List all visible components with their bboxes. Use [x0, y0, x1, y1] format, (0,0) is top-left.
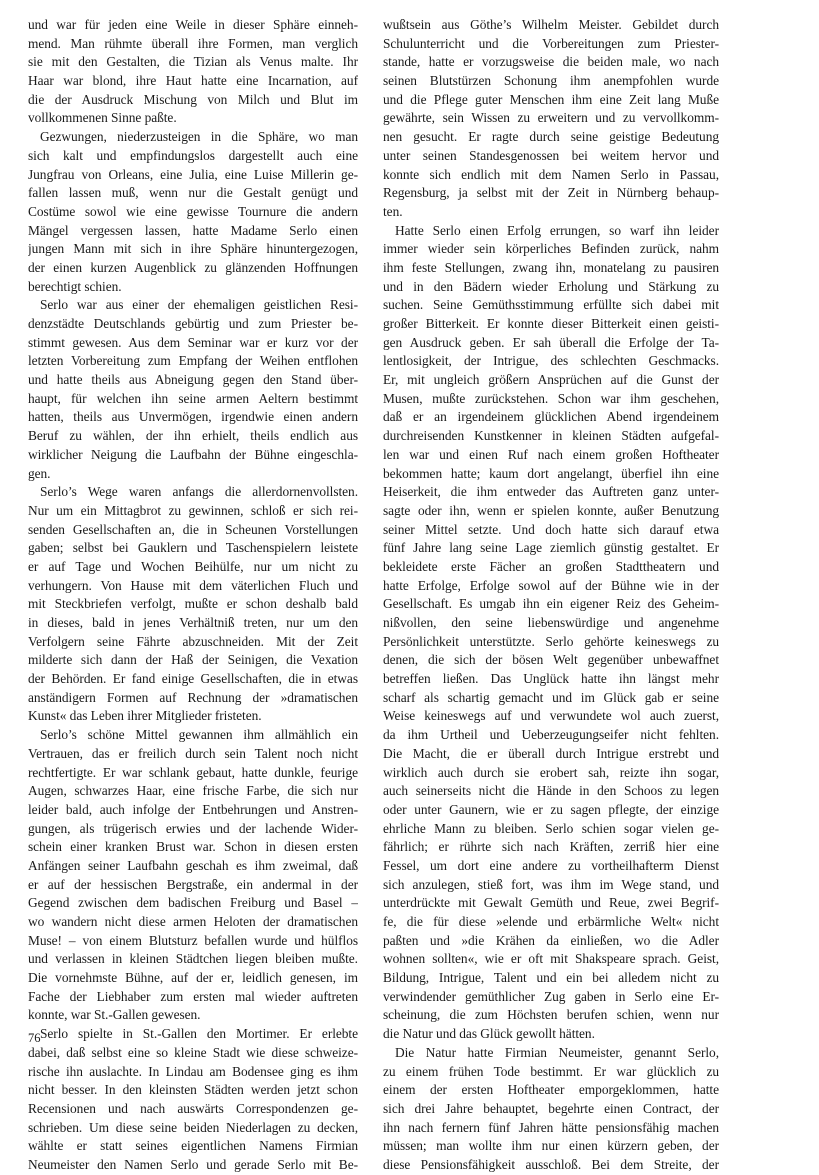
text-line: Muse! – von einem Blutsturz befallen wurde und hülflos — [28, 932, 358, 948]
text-line: Fache der Liebhaber zum ersten mal wieder auftreten — [28, 988, 358, 1004]
text-line: Gezwungen, niederzusteigen in die Sphäre, wo man — [40, 129, 358, 145]
paragraph — [28, 1025, 358, 1175]
text-line: Serlo spielte in St.-Gallen den Mortimer. Er erlebte — [40, 1026, 358, 1042]
text-line: leider bald, auch infolge der Entbehrungen und Anstren- — [28, 801, 358, 817]
text-line: verwindender gemüthlicher Zug gaben in Serlo eine Er- — [383, 988, 719, 1004]
text-line: len war und einen Ruf nach einem großen Hoftheater — [383, 446, 719, 462]
text-line: sagte oder ihn, wenn er spielen konnte, außer Benutzung — [383, 502, 719, 518]
text-line: lentlosigkeit, der Intrigue, des schlechten Geschmacks. — [383, 353, 719, 369]
text-line: fe, die für diese »elende und erbärmliche Welt« nicht — [383, 914, 719, 929]
text-line: großer Bitterkeit. Er konnte dieser Bitterkeit einen geisti- — [383, 316, 719, 331]
text-line: Haar war blond, ihre Haut hatte eine Incarnation, auf — [28, 73, 358, 89]
text-line: durchreisenden Kunstkenner in kleinen Städten aufgefal- — [383, 428, 719, 444]
text-line: dabei, daß selbst eine so kleine Stadt wie diese schweize- — [28, 1044, 358, 1060]
text-line: auch seinerseits nicht die Hände in den Schoos zu legen — [383, 783, 719, 799]
text-line: letzten Vorbereitung zum Empfang der Weihen entflohen — [28, 353, 358, 369]
text-line: Vertrauen, das er freilich durch sein Talent noch nicht — [28, 745, 358, 761]
text-line: die der Ausdruck Mischung von Milch und Blut im — [28, 91, 358, 107]
text-line: Er, mit ungleich größern Ansprüchen auf die Gunst der — [383, 372, 719, 388]
text-line: bekommen hatte; kaum dort angelangt, überfiel ihn eine — [383, 465, 719, 481]
text-line: rische ihn auslachte. In Lindau am Bodensee ging es ihm — [28, 1063, 358, 1079]
text-line: mit Steckbriefen verfolgt, mußte er schon deshalb bald — [28, 596, 358, 612]
text-line: stande, hatte er vorzugsweise die beiden male, wo nach — [383, 54, 719, 70]
text-line: schrieben. Um diese seine beiden Niederlagen zu decken, — [28, 1119, 358, 1135]
text-line: Die Natur hatte Firmian Neumeister, genannt Serlo, — [395, 1044, 719, 1060]
text-line: und verlassen in kleinen Städtchen liegen bleiben mußte. — [28, 951, 358, 967]
text-line: wählte er statt seines eigentlichen Namens Firmian — [28, 1138, 358, 1154]
text-line: nicht besser. In den kleinsten Städten werden jetzt schon — [28, 1082, 358, 1098]
paragraph — [383, 1044, 719, 1175]
book-page — [28, 16, 796, 1172]
text-line: nen gesucht. Er ragte durch seine geistige Bedeutung — [383, 129, 719, 145]
text-line: vollkommenen Sinne paßte. — [28, 110, 177, 126]
text-line: Verfolgern seine Fährte abzuschneiden. Mit der Zeit — [28, 633, 358, 649]
text-line: berechtigt schien. — [28, 278, 122, 294]
text-line: müssen; man wollte ihm nur einen kürzern geben, der — [383, 1138, 719, 1154]
text-line: Serlo’s schöne Mittel gewannen ihm allmählich ein — [40, 727, 358, 743]
text-line: nißvollen, den seine liebenswürdige und angenehme — [383, 615, 719, 630]
text-line: fünf Jahre lang seine Lage ziemlich günstig gestaltet. Er — [383, 540, 719, 556]
text-line: sie mit den Gestalten, die Tizian als Venus malte. Ihr — [28, 54, 358, 70]
text-line: denen, die sich der bösen Welt gegenüber unbewaffnet — [383, 652, 719, 668]
text-line: seiner Mittel setzte. Und doch hatte sich darauf etwa — [383, 521, 719, 537]
text-line: ihm feste Stellungen, zwang ihn, monatelang zu pausiren — [383, 259, 719, 275]
text-line: denzstädte Deutschlands gebürtig und zum Priester be- — [28, 316, 358, 331]
text-line: Schulunterricht und die Vorbereitungen zum Priester- — [383, 35, 719, 51]
text-line: in dieses, bald in jenes Verhältniß treten, nur um den — [28, 615, 358, 630]
text-line: wußtsein aus Göthe’s Wilhelm Meister. Gebildet durch — [383, 17, 719, 32]
text-line: seinen Blutstürzen Schonung ihm anempfohlen wurde — [383, 73, 719, 89]
text-line: ten. — [383, 203, 403, 219]
text-line: Jungfrau von Orleans, eine Julia, eine Luise Millerin ge- — [28, 166, 358, 182]
text-line: gaben; selbst bei Gauklern und Taschenspielern leistete — [28, 540, 358, 556]
paragraph — [383, 16, 719, 222]
text-line: unterdrückte mit Gewalt Gemüth und Reue, zwei Begrif- — [383, 895, 719, 911]
text-line: gen Ausdruck geben. Er sah überall die Erfolge der Ta- — [383, 334, 719, 350]
text-line: fallen lassen muß, wenn nur die Gestalt genügt und — [28, 185, 358, 201]
text-line: milderte sich dann der Haß der Seinigen, die Vexation — [28, 652, 358, 668]
text-line: konnte, war St.-Gallen gewesen. — [28, 1007, 201, 1023]
text-line: Augen, schwarzes Haar, eine frische Farbe, die sich nur — [28, 783, 358, 799]
text-line: bekleidete erste Fächer an großen Stadttheatern und — [383, 558, 719, 574]
text-line: die Natur und das Glück gewollt hätten. — [383, 1026, 595, 1042]
text-line: hatte Erfolge, Erfolge sowol auf der Bühne wie in der — [383, 577, 719, 593]
text-line: Costüme sowol wie eine gewisse Tournure die andern — [28, 203, 358, 219]
text-line: suchen. Seine Gemüthsstimmung erfüllte sich dabei mit — [383, 297, 719, 313]
text-line: wo wandern nicht diese armen Heloten der dramatischen — [28, 914, 358, 929]
text-line: Gegend zwischen dem badischen Freiburg und Basel – — [28, 895, 358, 911]
text-line: sich drei Jahre behauptet, begehrte einen Contract, der — [383, 1100, 719, 1116]
text-line: und die Pflege guter Menschen ihm eine Zeit lang Muße — [383, 91, 719, 107]
paragraph — [383, 222, 719, 1044]
text-line: jungen Mann mit sich in ihre Sphäre hinuntergezogen, — [28, 241, 358, 257]
text-line: wirklich auch durch sie erobert sah, reizte ihn sogar, — [383, 764, 719, 780]
text-line: Nur um ein Mittagbrot zu gewinnen, schloß er sich rei- — [28, 502, 358, 518]
text-line: wohnen sollten«, wie er oft mit Shakspeare sprach. Geist, — [383, 951, 719, 967]
paragraph — [28, 16, 358, 128]
text-line: ehrliche Mann zu bleiben. Serlo schien sogar vielen ge- — [383, 820, 719, 836]
text-line: senden Gesellschaften an, die in Scheunen Vorstellungen — [28, 521, 358, 537]
text-line: Gesellschaft. Es umgab ihn ein eigener Reiz des Geheim- — [383, 596, 719, 612]
text-line: Kunst« das Leben ihrer Mitglieder fristeten. — [28, 708, 262, 724]
text-line: Persönlichkeit unterstützte. Serlo gehörte keineswegs zu — [383, 633, 719, 649]
text-line: wirklicher Neigung die Laufbahn der Bühne eingeschla- — [28, 446, 358, 462]
text-line: fährlich; er rührte sich nach Kräften, zerriß hier eine — [383, 839, 719, 855]
text-line: der Behörden. Er fand einige Gesellschaften, die in etwas — [28, 671, 358, 687]
left-column — [28, 16, 358, 1175]
text-line: scharf als schartig gemacht und im Glück gab er seine — [383, 689, 719, 705]
text-line: hatten, theils aus Unvermögen, irgendwie einen andern — [28, 409, 358, 425]
text-line: ihn nach fernern fünf Jahren hätte pensionsfähig machen — [383, 1119, 719, 1135]
text-line: Bildung, Intrigue, Talent und ein bei alledem nicht zu — [383, 970, 719, 986]
paragraph — [28, 296, 358, 483]
text-line: immer wieder sein körperliches Befinden zurück, nahm — [383, 241, 719, 257]
text-line: Die vornehmste Bühne, auf der er, leidlich genesen, im — [28, 970, 358, 986]
text-line: haupt, für welchen ihn seine armen Aeltern bestimmt — [28, 390, 358, 406]
page-number: 76 — [28, 1031, 41, 1045]
text-line: Die Macht, die er überall durch Intrigue erstrebt und — [383, 745, 719, 761]
text-line: er auf Tage und Wochen Beihülfe, nur um nicht zu — [28, 558, 358, 574]
text-line: konnte sich endlich mit dem Namen Serlo in Passau, — [383, 166, 719, 182]
text-line: diese Pensionsfähigkeit ausschloß. Bei dem Streite, der — [383, 1156, 719, 1172]
text-line: Weise keineswegs auf und verwundete wol auch zuerst, — [383, 708, 719, 724]
text-line: einem der ersten Hoftheater emporgeklommen, hatte — [383, 1082, 719, 1098]
text-line: sich kalt und empfindungslos dargestellt auch eine — [28, 147, 358, 163]
text-line: Serlo war aus einer der ehemaligen geistlichen Resi- — [40, 297, 358, 313]
text-line: und in den Bädern wieder Erholung und Stärkung zu — [383, 278, 719, 294]
text-line: anständigern Formen auf Rechnung der »dramatischen — [28, 689, 358, 705]
text-line: Neumeister den Namen Serlo und gerade Serlo mit Be- — [28, 1156, 358, 1172]
text-line: gewährte, sein Wissen zu erweitern und zu vervollkomm- — [383, 110, 719, 126]
text-line: und hatte theils aus Abneigung gegen den Stand über- — [28, 372, 358, 388]
text-line: Heiserkeit, die ihm entweder das Auftreten ganz unter- — [383, 484, 719, 500]
text-line: verhungern. Von Hause mit dem väterlichen Fluch und — [28, 577, 358, 593]
text-line: schein einer kranken Brust war. Schon in diesen ersten — [28, 839, 358, 855]
text-line: und war für jeden eine Weile in dieser Sphäre einneh- — [28, 17, 358, 32]
text-line: er auf der hessischen Bergstraße, ein andermal in der — [28, 876, 358, 892]
text-line: betreffen ließen. Das Unglück hatte ihn längst mehr — [383, 671, 719, 687]
text-line: daß er an irgendeinem glücklichen Abend irgendeinem — [383, 409, 719, 425]
text-line: Anfängen seiner Laufbahn geschah es ihm zweimal, daß — [28, 857, 358, 873]
text-line: Hatte Serlo einen Erfolg errungen, so warf ihn leider — [395, 222, 719, 238]
paragraph — [28, 128, 358, 296]
right-column — [383, 16, 719, 1175]
text-line: Regensburg, ja selbst mit der Zeit in Nürnberg behaup- — [383, 185, 719, 201]
text-line: oder unter Gaunern, wie er zu sagen pflegte, der einzige — [383, 801, 719, 817]
text-line: Recensionen und nach auswärts Correspondenzen ge- — [28, 1100, 358, 1116]
text-line: unter seinen Standesgenossen bei weitem hervor und — [383, 147, 719, 163]
text-line: sich anzulegen, stieß fort, was ihm im Wege stand, und — [383, 876, 719, 892]
text-line: gen. — [28, 465, 51, 481]
text-line: gungen, als trügerisch erwies und der lachende Wider- — [28, 820, 358, 836]
paragraph — [28, 483, 358, 726]
text-line: der einen kurzen Augenblick zu glänzenden Hoffnungen — [28, 259, 358, 275]
text-line: paßten und »die Krähen da einließen, wo die Adler — [383, 932, 719, 948]
text-line: mend. Man rühmte überall ihre Formen, man verglich — [28, 35, 358, 51]
text-line: rechtfertigte. Er war schlank gebaut, hatte dunkle, feurige — [28, 764, 358, 780]
paragraph — [28, 726, 358, 1025]
text-line: da ihm Urtheil und Ueberzeugungseifer nicht fehlten. — [383, 727, 719, 743]
text-line: Fessel, um dort eine andere zu vortheilhafterm Dienst — [383, 857, 719, 873]
text-line: stimmt gewesen. Aus dem Seminar war er kurz vor der — [28, 334, 358, 350]
text-line: Beruf zu wählen, der ihn erhielt, theils endlich aus — [28, 428, 358, 444]
text-line: Musen, mußte zurückstehen. Schon war ihm geschehen, — [383, 390, 719, 406]
text-line: Mängel vergessen lassen, hatte Madame Serlo einen — [28, 222, 358, 238]
text-line: Serlo’s Wege waren anfangs die allerdornenvollsten. — [40, 484, 358, 500]
text-line: scheinung, die zum Höchsten berufen schien, wenn nur — [383, 1007, 719, 1023]
text-line: zu einem frühen Tode bestimmt. Er war glücklich zu — [383, 1063, 719, 1079]
